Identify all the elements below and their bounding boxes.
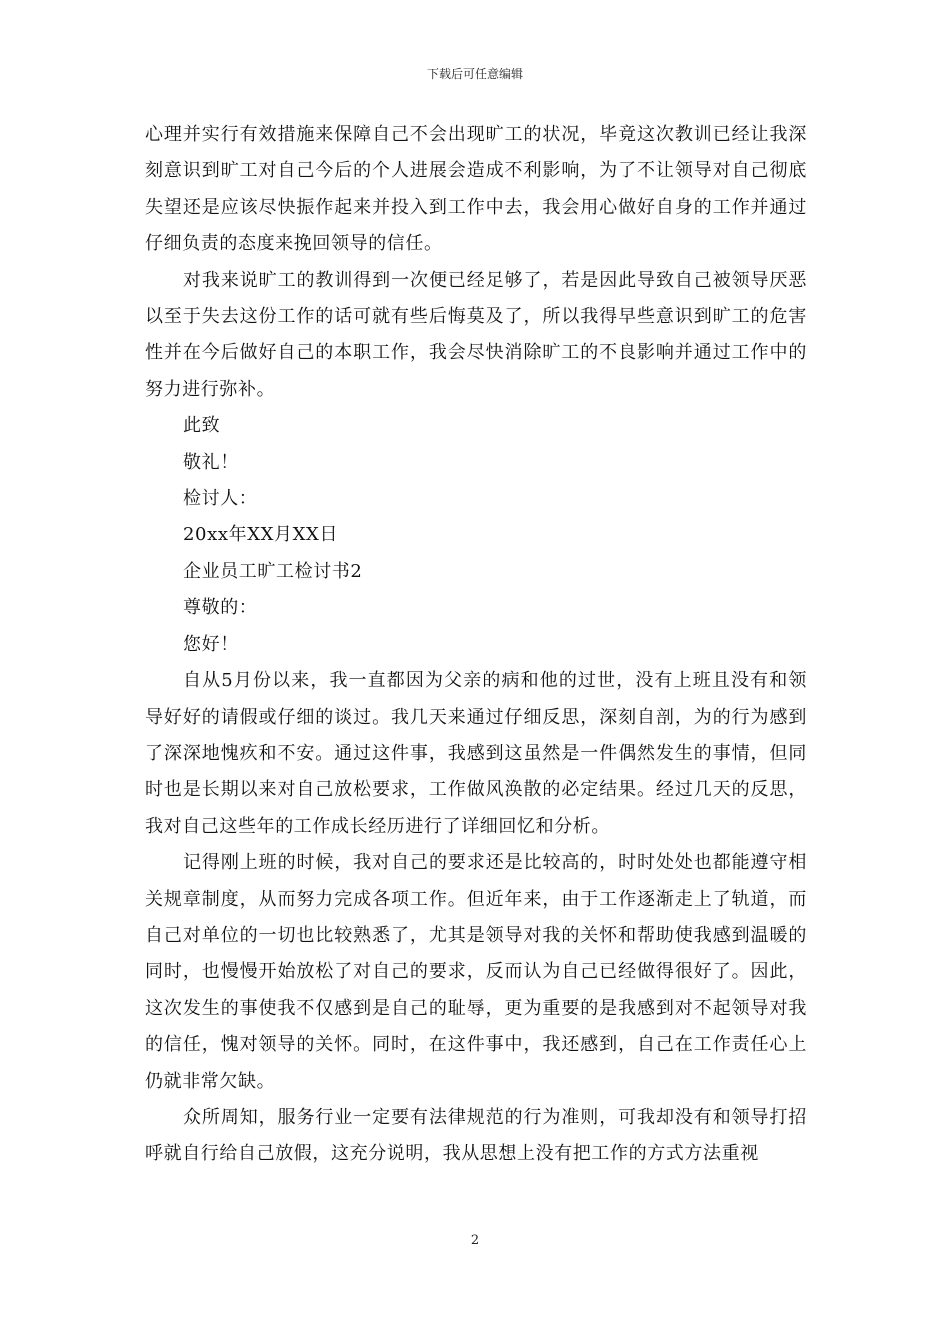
greeting: 您好！ — [183, 633, 239, 655]
paragraph-continuation: 心理并实行有效措施来保障自己不会出现旷工的状况，毕竟这次教训已经让我深刻意识到旷工对自己今后的个人进展会造成不利影响，为了不让领导对自己彻底失望还是应该尽快振作起来并投入到工作中去，我会用心做好自身的工作并通过仔细负责的态度来挽回领导的信任。 — [145, 124, 807, 255]
document-body — [145, 117, 807, 1173]
page-header: 下载后可任意编辑 — [426, 67, 523, 81]
paragraph: 记得刚上班的时候，我对自己的要求还是比较高的，时时处处也都能遵守相关规章制度，从而努力完成各项工作。但近年来，由于工作逐渐走上了轨道，而自己对单位的一切也比较熟悉了，尤其是领导对我的关怀和帮助使我感到温暖的同时，也慢慢开始放松了对自己的要求，反而认为自己已经做得很好了。因此，这次发生的事使我不仅感到是自己的耻辱，更为重要的是我感到对不起领导对我的信任，愧对领导的关怀。同时，在这件事中，我还感到，自己在工作责任心上仍就非常欠缺。 — [145, 852, 807, 1092]
paragraph: 自从5月份以来，我一直都因为父亲的病和他的过世，没有上班且没有和领导好好的请假或仔细的谈过。我几天来通过仔细反思，深刻自剖，为的行为感到了深深地愧疚和不安。通过这件事，我感到这虽然是一件偶然发生的事情，但同时也是长期以来对自己放松要求，工作做风涣散的必定结果。经过几天的反思，我对自己这些年的工作成长经历进行了详细回忆和分析。 — [145, 670, 807, 837]
paragraph: 对我来说旷工的教训得到一次便已经足够了，若是因此导致自己被领导厌恶以至于失去这份工作的话可就有些后悔莫及了，所以我得早些意识到旷工的危害性并在今后做好自己的本职工作，我会尽快消除旷工的不良影响并通过工作中的努力进行弥补。 — [145, 269, 807, 400]
section-title: 企业员工旷工检讨书2 — [183, 560, 363, 582]
paragraph: 众所周知，服务行业一定要有法律规范的行为准则，可我却没有和领导打招呼就自行给自己放假，这充分说明，我从思想上没有把工作的方式方法重视 — [145, 1106, 807, 1165]
greeting-addressee: 尊敬的： — [183, 597, 258, 619]
date-line: 20xx年XX月XX日 — [183, 524, 339, 546]
closing-regards: 敬礼！ — [183, 451, 239, 473]
signature-label: 检讨人： — [183, 488, 258, 510]
page-number: 2 — [470, 1233, 480, 1248]
closing-salutation: 此致 — [183, 415, 221, 437]
